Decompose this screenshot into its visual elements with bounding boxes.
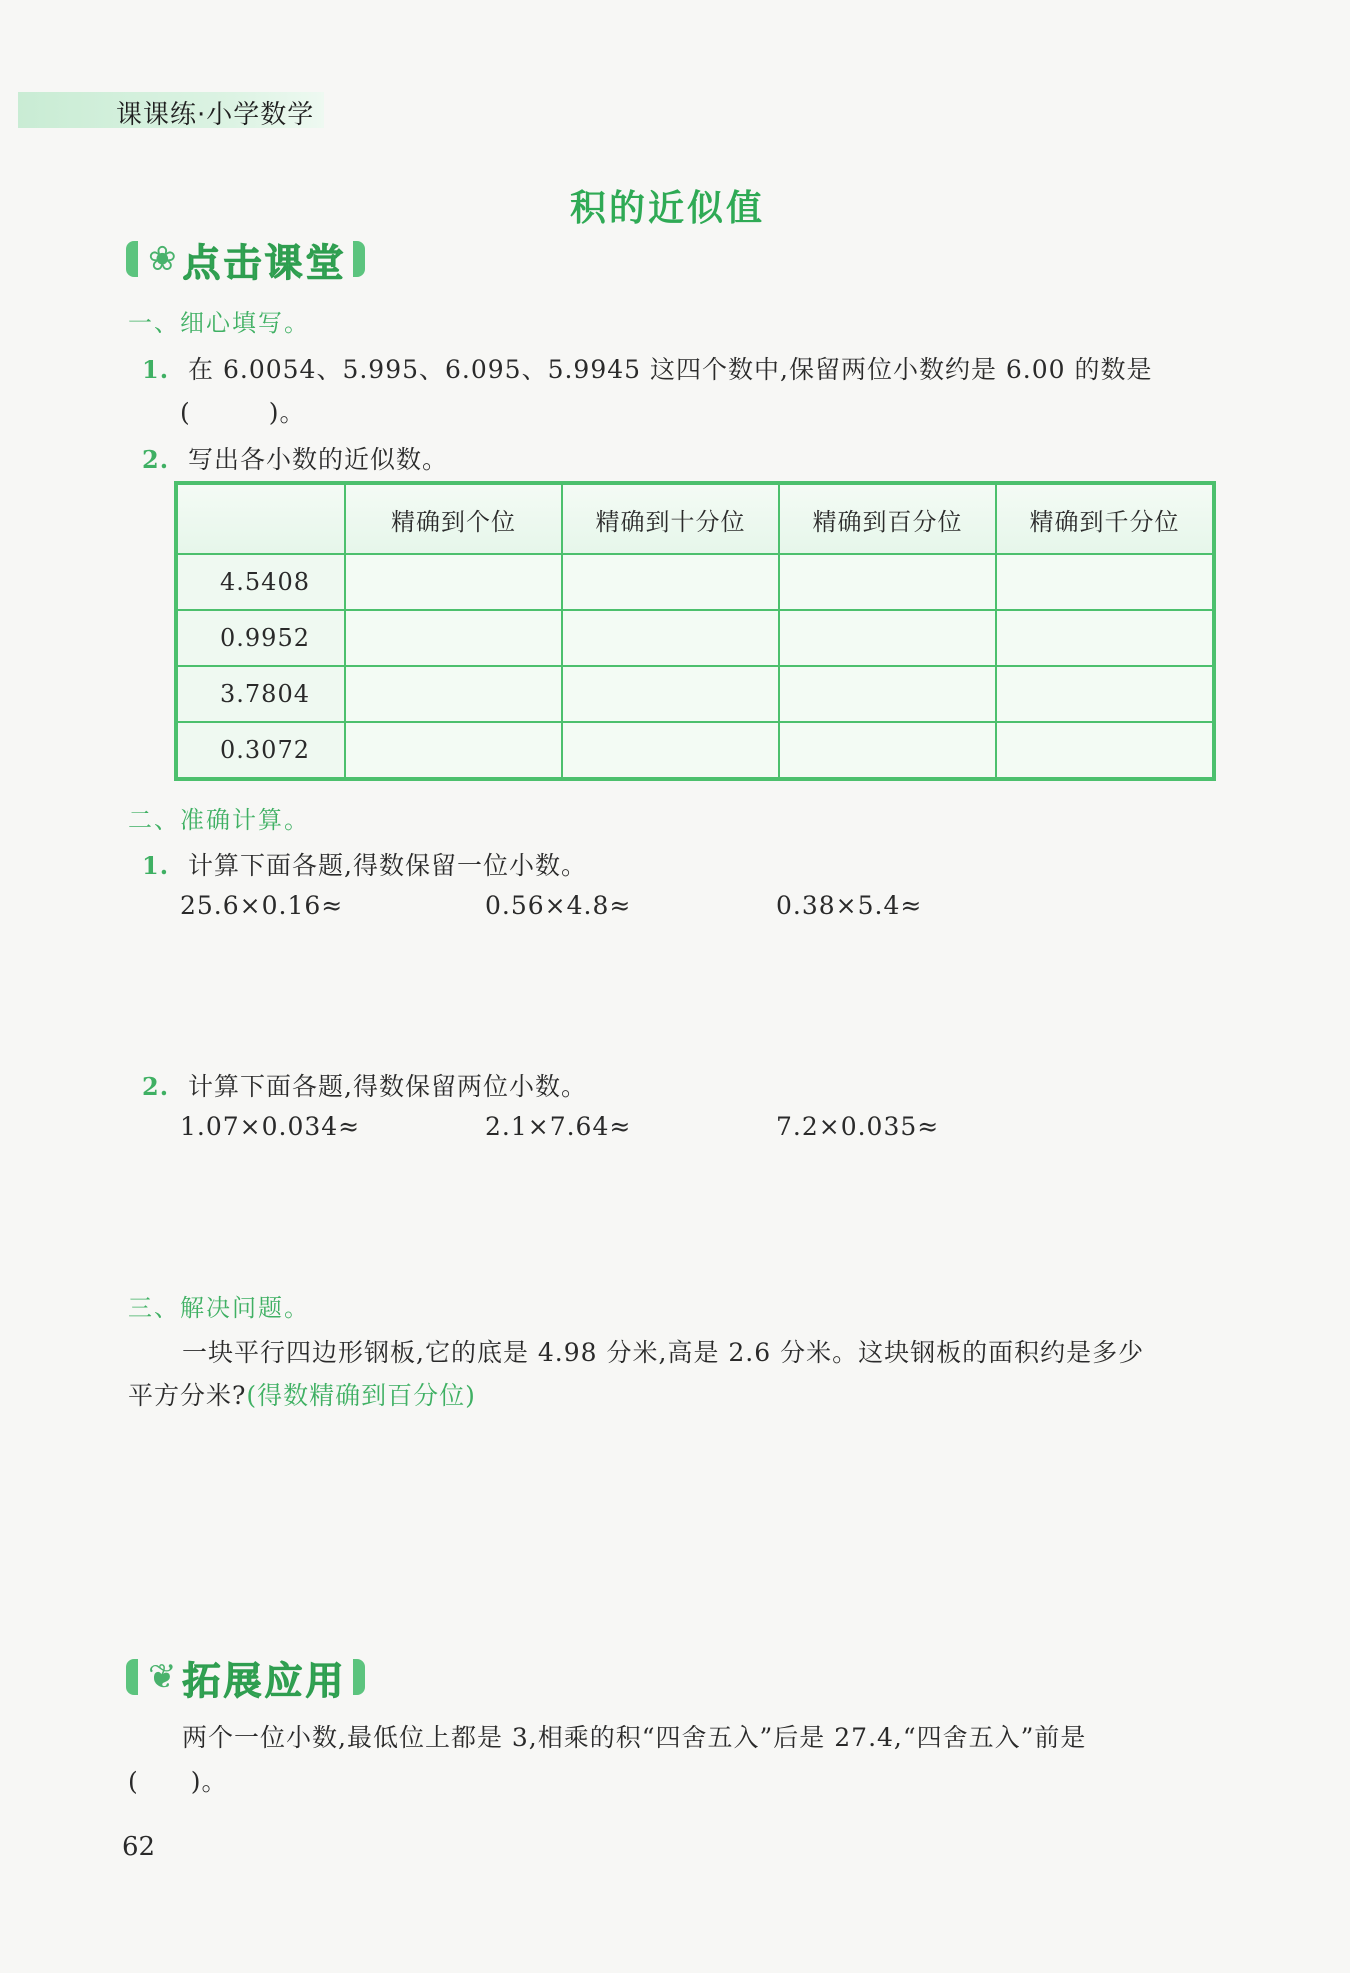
answer-blank[interactable]: ( )。 [128,1767,228,1796]
answer-cell[interactable] [562,666,779,722]
section1-heading: 一、细心填写。 [128,309,310,337]
section2-heading: 二、准确计算。 [128,806,310,834]
calc-item: 25.6×0.16≈ [180,891,344,920]
section3-heading: 三、解决问题。 [128,1294,310,1322]
banner-extension [126,1652,365,1702]
page-title: 积的近似值 [569,188,765,229]
calc-item: 0.38×5.4≈ [776,891,923,920]
table-row-value: 0.9952 [177,610,345,666]
table-header-cell: 精确到千分位 [996,484,1213,554]
table-row [177,554,1213,610]
answer-cell[interactable] [779,610,996,666]
table-row [177,722,1213,778]
banner-left-cap [126,1659,138,1695]
answer-cell[interactable] [562,610,779,666]
banner-label: 点击课堂 [182,240,347,285]
answer-cell[interactable] [345,554,562,610]
problem-text-line2 [128,1376,476,1412]
question-text: 写出各小数的近似数。 [188,445,449,474]
answer-cell[interactable] [779,722,996,778]
bee-icon: ❦ [148,1657,177,1697]
question-number: 1. [142,851,170,880]
calc-item: 7.2×0.035≈ [776,1112,940,1141]
butterfly-icon: ❀ [148,239,177,279]
question-text: 计算下面各题,得数保留两位小数。 [188,1072,587,1101]
table-row-value: 4.5408 [177,554,345,610]
banner-classroom [126,234,365,284]
table-header-cell: 精确到百分位 [779,484,996,554]
calc-item: 2.1×7.64≈ [485,1112,632,1141]
answer-cell[interactable] [996,610,1213,666]
problem-text: 平方分米? [128,1381,247,1410]
table-header-cell [177,484,345,554]
problem-text-line1: 一块平行四边形钢板,它的底是 4.98 分米,高是 2.6 分米。这块钢板的面积约是多少 [182,1338,1145,1367]
question-text: 在 6.0054、5.995、6.095、5.9945 这四个数中,保留两位小数约是 6.00 的数是 [188,355,1153,384]
answer-blank[interactable]: ( )。 [180,398,306,427]
answer-cell[interactable] [996,554,1213,610]
table-row [177,666,1213,722]
banner-right-cap [353,1659,365,1695]
question-2-1 [142,846,587,882]
answer-cell[interactable] [779,554,996,610]
question-number: 1. [142,355,170,384]
answer-cell[interactable] [562,722,779,778]
calc-item: 1.07×0.034≈ [180,1112,361,1141]
table-row [177,610,1213,666]
table-header-row [177,484,1213,554]
answer-cell[interactable] [345,610,562,666]
question-number: 2. [142,445,170,474]
problem-hint: (得数精确到百分位) [246,1381,476,1410]
question-text: 计算下面各题,得数保留一位小数。 [188,851,587,880]
page-number: 62 [122,1832,156,1862]
approximation-table [176,483,1214,779]
question-2-2 [142,1067,587,1103]
extension-text-line1: 两个一位小数,最低位上都是 3,相乘的积“四舍五入”后是 27.4,“四舍五入”前是 [182,1723,1087,1752]
question-1-1 [142,350,1153,386]
table-row-value: 3.7804 [177,666,345,722]
answer-cell[interactable] [562,554,779,610]
series-title: 课课练·小学数学 [116,100,315,130]
answer-cell[interactable] [779,666,996,722]
calc-item: 0.56×4.8≈ [485,891,632,920]
answer-cell[interactable] [345,722,562,778]
table-header-cell: 精确到十分位 [562,484,779,554]
banner-left-cap [126,241,138,277]
table-row-value: 0.3072 [177,722,345,778]
banner-label: 拓展应用 [182,1658,347,1703]
question-1-2 [142,440,448,476]
banner-right-cap [353,241,365,277]
table-header-cell: 精确到个位 [345,484,562,554]
answer-cell[interactable] [996,666,1213,722]
answer-cell[interactable] [345,666,562,722]
question-number: 2. [142,1072,170,1101]
answer-cell[interactable] [996,722,1213,778]
